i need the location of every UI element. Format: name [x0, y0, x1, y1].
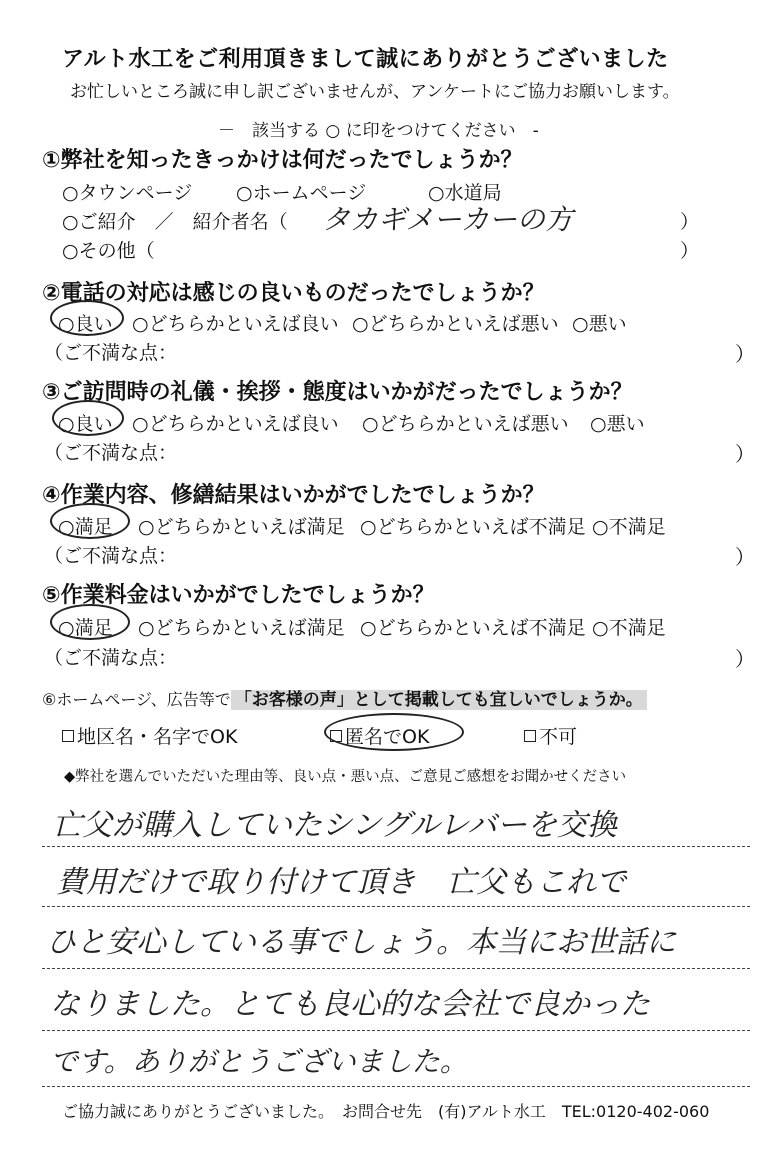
- comment-line-2[interactable]: 費用だけで取り付けて頂き 亡父もこれで: [56, 865, 626, 900]
- q3-option-bad[interactable]: ○悪い: [590, 413, 645, 435]
- comment-rule-3: [42, 968, 750, 969]
- q4-selected-circle: [50, 503, 130, 539]
- comment-line-4[interactable]: なりました。とても良心的な会社で良かった: [50, 987, 650, 1022]
- q1-question: ①弊社を知ったきっかけは何だったでしょうか？: [42, 148, 523, 173]
- q6-question: [42, 685, 647, 710]
- q4-complaint-close: ）: [735, 545, 755, 569]
- q6-highlight: 「お客様の声」として掲載しても宜しいでしょうか。: [231, 690, 647, 710]
- comment-rule-4: [42, 1030, 750, 1031]
- comment-line-3[interactable]: ひと安心している事でしょう。本当にお世話に: [46, 925, 676, 960]
- q2-option-bad[interactable]: ○悪い: [572, 313, 627, 335]
- q6-option-anonymous-ok-label: 匿名でOK: [345, 726, 430, 748]
- q6-option-name-ok[interactable]: [62, 722, 237, 749]
- q1-referral-close: ）: [680, 211, 700, 233]
- q1-option-townpage[interactable]: ○タウンページ: [62, 182, 193, 204]
- q5-option-satisfied[interactable]: ○満足: [58, 617, 113, 639]
- q1-other-close: ）: [680, 240, 700, 262]
- q4-option-somewhat-unsatisfied[interactable]: ○どちらかといえば不満足: [360, 516, 586, 538]
- comment-line-1[interactable]: 亡父が購入していたシングルレバーを交換: [52, 808, 617, 843]
- q5-option-somewhat-satisfied[interactable]: ○どちらかといえば満足: [138, 617, 345, 639]
- q3-option-somewhat-good[interactable]: ○どちらかといえば良い: [132, 413, 339, 435]
- q3-complaint-label: （ご不満な点：: [44, 442, 178, 464]
- q6-selected-circle: [324, 713, 464, 751]
- q2-option-good[interactable]: ○良い: [58, 313, 113, 335]
- q5-complaint-close: ）: [735, 647, 755, 671]
- q5-option-unsatisfied[interactable]: ○不満足: [592, 617, 666, 639]
- q6-checkbox-not-allowed[interactable]: [524, 730, 536, 742]
- q3-question: ③ご訪問時の礼儀・挨拶・態度はいかがだったでしょうか？: [42, 380, 633, 405]
- q2-complaint-close: ）: [735, 342, 755, 366]
- q2-complaint-label: （ご不満な点：: [44, 342, 178, 364]
- q1-referral-answer[interactable]: タカギメーカーの方: [322, 203, 573, 236]
- q3-complaint-close: ）: [735, 442, 755, 466]
- q4-option-unsatisfied[interactable]: ○不満足: [592, 516, 666, 538]
- q2-selected-circle: [50, 300, 124, 336]
- q4-question: ④作業内容、修繕結果はいかがでしたでしょうか？: [42, 483, 545, 508]
- q2-option-somewhat-good[interactable]: ○どちらかといえば良い: [132, 313, 339, 335]
- q4-option-somewhat-satisfied[interactable]: ○どちらかといえば満足: [138, 516, 345, 538]
- q2-question: ②電話の対応は感じの良いものだったでしょうか？: [42, 281, 545, 306]
- q1-option-other[interactable]: ○その他（: [62, 240, 155, 262]
- q3-option-somewhat-bad[interactable]: ○どちらかといえば悪い: [362, 413, 569, 435]
- q6-option-not-allowed-label: 不可: [539, 726, 578, 748]
- q2-option-somewhat-bad[interactable]: ○どちらかといえば悪い: [352, 313, 559, 335]
- q6-prefix: ⑥ホームページ、広告等で: [42, 690, 231, 709]
- comment-rule-5: [42, 1086, 750, 1087]
- q4-option-satisfied[interactable]: ○満足: [58, 516, 113, 538]
- comment-rule-2: [42, 906, 750, 907]
- survey-subtitle: お忙しいところ誠に申し訳ございませんが、アンケートにご協力お願いします。: [70, 82, 680, 102]
- q1-option-homepage[interactable]: ○ホームページ: [236, 182, 367, 204]
- q5-option-somewhat-unsatisfied[interactable]: ○どちらかといえば不満足: [360, 617, 586, 639]
- q3-selected-circle: [52, 400, 124, 436]
- q6-checkbox-name-ok[interactable]: [62, 730, 74, 742]
- q1-option-water-bureau[interactable]: ○水道局: [428, 182, 502, 204]
- q6-option-not-allowed[interactable]: [524, 722, 577, 749]
- comment-prompt: ◆弊社を選んでいただいた理由等、良い点・悪い点、ご意見ご感想をお聞かせください: [64, 769, 627, 785]
- comment-rule-1: [42, 846, 750, 847]
- q5-selected-circle: [50, 604, 130, 640]
- q5-question: ⑤作業料金はいかがでしたでしょうか？: [42, 583, 435, 608]
- footer-contact: ご協力誠にありがとうございました。 お問合せ先 (有)アルト水工 TEL:0120-402-060: [62, 1102, 710, 1121]
- comment-line-5[interactable]: です。ありがとうございました。: [50, 1045, 468, 1078]
- survey-title: アルト水工をご利用頂きまして誠にありがとうございました: [62, 47, 669, 72]
- q4-complaint-label: （ご不満な点：: [44, 545, 178, 567]
- q6-option-name-ok-label: 地区名・名字でOK: [77, 726, 238, 748]
- q1-option-referral[interactable]: ○ご紹介 ／ 紹介者名（: [62, 211, 288, 233]
- q5-complaint-label: （ご不満な点：: [44, 647, 178, 669]
- q3-option-good[interactable]: ○良い: [58, 413, 113, 435]
- survey-instruction: － 該当する ○ に印をつけてください -: [218, 121, 539, 141]
